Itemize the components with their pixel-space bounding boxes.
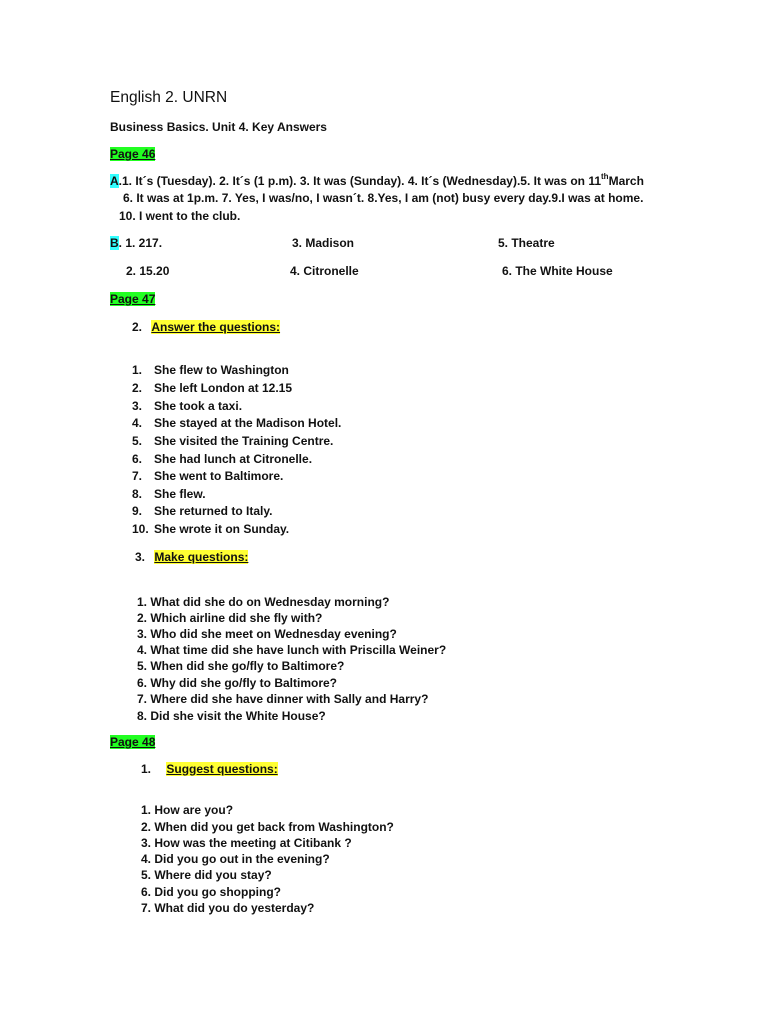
- list-item-number: 2.: [132, 381, 143, 395]
- exercise-2-heading-text: Answer the questions:: [151, 320, 281, 334]
- list-item-text: She returned to Italy.: [154, 504, 273, 518]
- exercise-a-marker: A: [110, 174, 119, 188]
- list-item-text: She left London at 12.15: [154, 381, 293, 395]
- page-48-label-text: Page 48: [110, 735, 156, 749]
- list-item: 2. When did you get back from Washington?: [141, 820, 394, 834]
- list-item: 4. Did you go out in the evening?: [141, 852, 330, 866]
- exercise-a-line-1-text: .1. It´s (Tuesday). 2. It´s (1 p.m). 3. It was (Sunday). 4. It´s (Wednesday).5. It was on 11: [118, 174, 602, 188]
- list-item: 7. What did you do yesterday?: [141, 901, 315, 915]
- page-47-label-text: Page 47: [110, 292, 156, 306]
- list-item: 1. How are you?: [141, 803, 234, 817]
- list-item: 6. Did you go shopping?: [141, 885, 281, 899]
- exercise-a-line-2: 6. It was at 1p.m. 7. Yes, I was/no, I wasn´t. 8.Yes, I am (not) busy every day.9.I was at home.: [123, 191, 644, 205]
- list-item-text: She wrote it on Sunday.: [154, 522, 290, 536]
- exercise-b-item-6: 6. The White House: [502, 264, 613, 278]
- exercise-a-line-1: [110, 173, 644, 189]
- list-item: 6. Why did she go/fly to Baltimore?: [137, 676, 338, 690]
- page-46-label-text: Page 46: [110, 147, 156, 161]
- list-item: [132, 468, 283, 484]
- exercise-3-heading-text: Make questions:: [154, 550, 249, 564]
- list-item: 1. What did she do on Wednesday morning?: [137, 595, 390, 609]
- list-item: [132, 486, 206, 502]
- exercise-a-line-1-end: March: [608, 174, 644, 188]
- list-item-number: 1.: [132, 363, 143, 377]
- list-item: [132, 433, 333, 449]
- page-46-label: [110, 146, 155, 162]
- exercise-b-item-1: [110, 235, 162, 251]
- exercise-3-heading: [135, 549, 248, 565]
- list-item: 8. Did she visit the White House?: [137, 709, 326, 723]
- list-item: [132, 503, 272, 519]
- list-item: [132, 362, 289, 378]
- list-item-text: She went to Baltimore.: [154, 469, 284, 483]
- list-item: [132, 521, 289, 537]
- page-48-label: [110, 734, 155, 750]
- page-47-label: [110, 291, 155, 307]
- exercise-1-heading-text: Suggest questions:: [166, 762, 278, 776]
- exercise-3-number: 3.: [135, 550, 146, 564]
- list-item-text: She visited the Training Centre.: [154, 434, 334, 448]
- list-item-number: 6.: [132, 452, 143, 466]
- exercise-a-superscript: th: [601, 172, 609, 181]
- list-item-number: 3.: [132, 399, 143, 413]
- list-item-number: 7.: [132, 469, 143, 483]
- exercise-b-item-4: 4. Citronelle: [290, 264, 359, 278]
- list-item-text: She flew to Washington: [154, 363, 289, 377]
- list-item-number: 10.: [132, 522, 149, 536]
- list-item-number: 9.: [132, 504, 143, 518]
- exercise-b-item-5: 5. Theatre: [498, 236, 555, 250]
- list-item-text: She took a taxi.: [154, 399, 243, 413]
- exercise-b-item-3: 3. Madison: [292, 236, 355, 250]
- list-item: 5. Where did you stay?: [141, 868, 272, 882]
- list-item-number: 5.: [132, 434, 143, 448]
- exercise-1-number: 1.: [141, 762, 152, 776]
- exercise-b-item-1-text: . 1. 217.: [118, 236, 163, 250]
- list-item-text: She stayed at the Madison Hotel.: [154, 416, 342, 430]
- list-item-number: 4.: [132, 416, 143, 430]
- exercise-a-line-3: 10. I went to the club.: [119, 209, 241, 223]
- list-item: 3. How was the meeting at Citibank ?: [141, 836, 352, 850]
- document-subtitle: Business Basics. Unit 4. Key Answers: [110, 120, 327, 134]
- list-item: 2. Which airline did she fly with?: [137, 611, 323, 625]
- exercise-2-heading: [132, 319, 280, 335]
- list-item: 7. Where did she have dinner with Sally and Harry?: [137, 692, 429, 706]
- list-item: 5. When did she go/fly to Baltimore?: [137, 659, 345, 673]
- list-item: 3. Who did she meet on Wednesday evening?: [137, 627, 397, 641]
- exercise-b-item-2: 2. 15.20: [126, 264, 170, 278]
- list-item-text: She flew.: [154, 487, 206, 501]
- list-item: 4. What time did she have lunch with Priscilla Weiner?: [137, 643, 447, 657]
- list-item: [132, 380, 292, 396]
- list-item: [132, 415, 341, 431]
- list-item-number: 8.: [132, 487, 143, 501]
- list-item: [132, 398, 242, 414]
- list-item-text: She had lunch at Citronelle.: [154, 452, 313, 466]
- document-title: English 2. UNRN: [110, 89, 228, 106]
- list-item: [132, 451, 312, 467]
- exercise-2-number: 2.: [132, 320, 143, 334]
- exercise-b-marker: B: [110, 236, 119, 250]
- exercise-1-heading: [141, 761, 278, 777]
